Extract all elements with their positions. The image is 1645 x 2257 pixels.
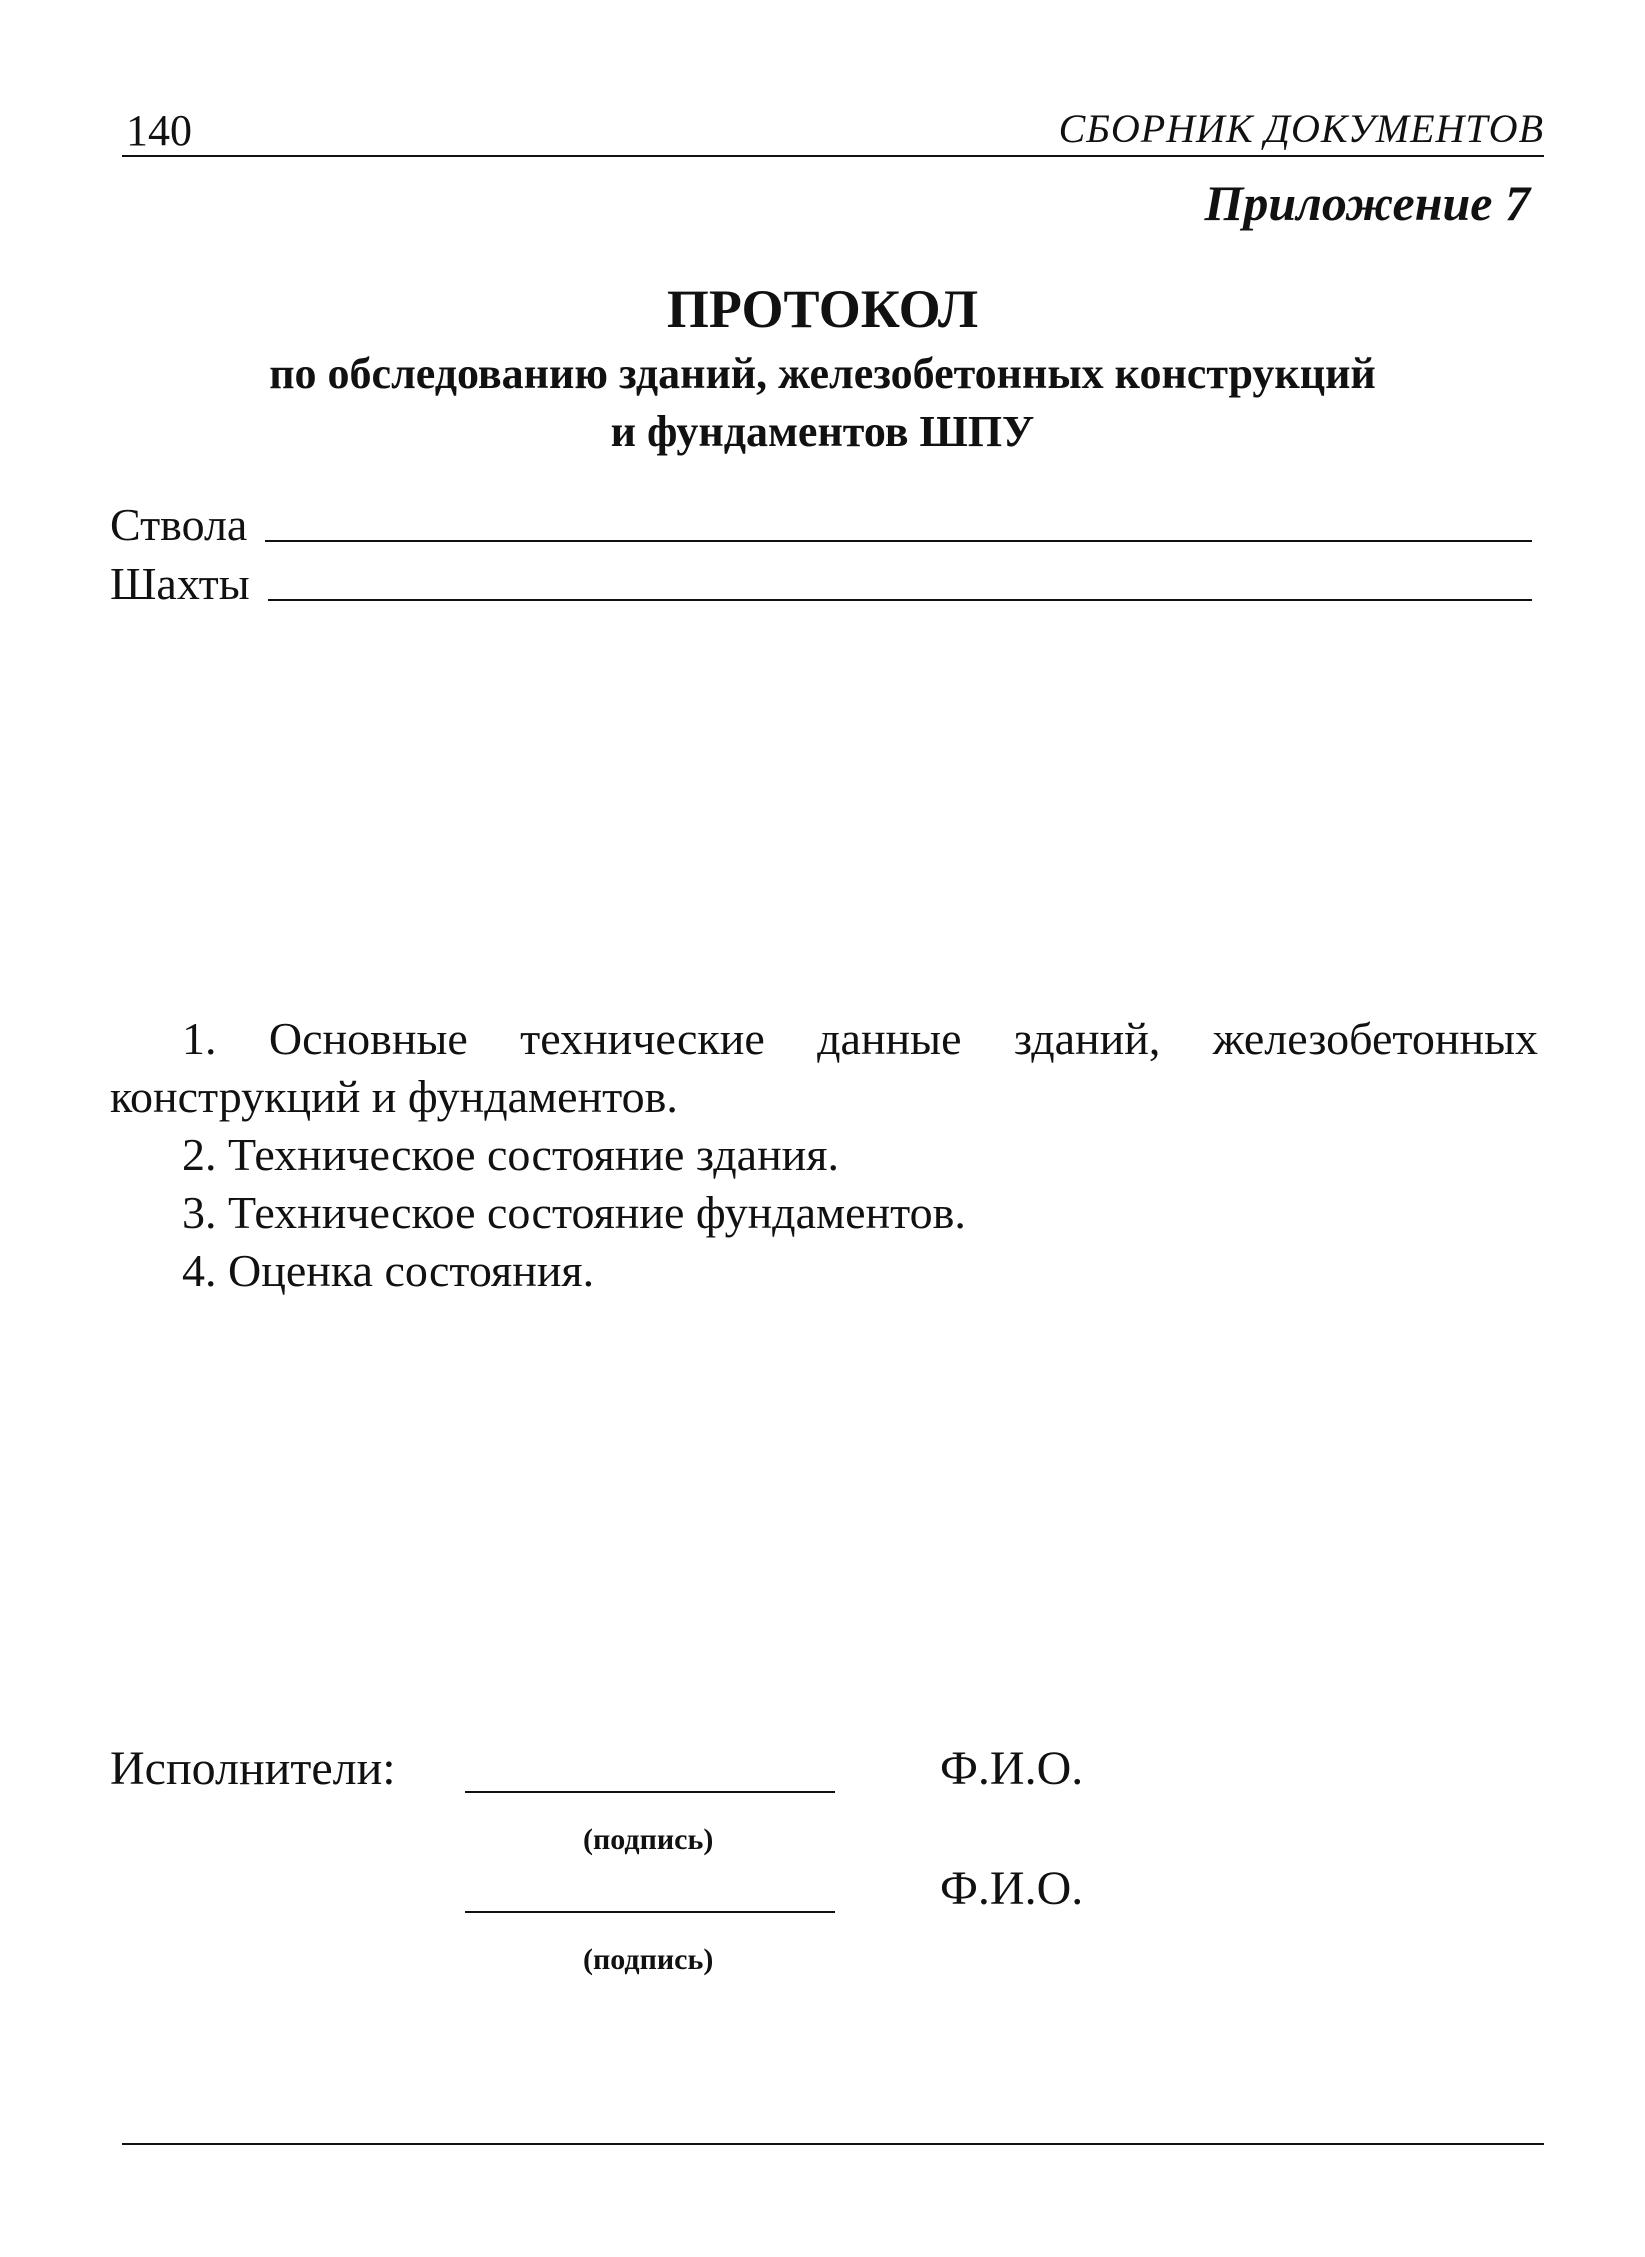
fill-in-line[interactable] — [265, 540, 1532, 542]
list-item: 2. Техническое состояние здания. — [182, 1129, 839, 1180]
page-number: 140 — [126, 106, 192, 155]
field-label: Ствола — [110, 499, 248, 550]
bottom-rule — [122, 2143, 1544, 2145]
list-item: 1. Основные технические данные зданий, железобетонных конструкций и фундаментов. — [110, 1013, 1538, 1122]
appendix-label: Приложение 7 — [1204, 175, 1530, 231]
signature-line[interactable] — [465, 1911, 835, 1913]
signature-line[interactable] — [465, 1791, 835, 1793]
signature-caption: (подпись) — [583, 1943, 714, 1976]
fill-in-line[interactable] — [268, 599, 1532, 601]
fio-label: Ф.И.О. — [940, 1742, 1084, 1795]
field-shaft-barrel — [110, 488, 1532, 548]
document-subtitle — [0, 345, 1645, 461]
field-mine — [110, 547, 1532, 607]
list-item: 3. Техническое состояние фундаментов. — [182, 1187, 966, 1238]
list-item: 4. Оценка состояния. — [182, 1245, 595, 1296]
document-subtitle-line: по обследованию зданий, железобетонных конструкций — [269, 349, 1376, 398]
collection-title: СБОРНИК ДОКУМЕНТОВ — [1058, 106, 1544, 151]
signature-block — [110, 1742, 1310, 2045]
field-label: Шахты — [110, 558, 250, 609]
executors-label: Исполнители: — [110, 1742, 396, 1795]
document-title: ПРОТОКОЛ — [666, 279, 979, 339]
running-header — [122, 95, 1544, 157]
contents-list — [110, 1010, 1538, 1300]
document-subtitle-line: и фундаментов ШПУ — [610, 407, 1035, 456]
signature-caption: (подпись) — [583, 1823, 714, 1856]
fio-label: Ф.И.О. — [940, 1862, 1084, 1915]
